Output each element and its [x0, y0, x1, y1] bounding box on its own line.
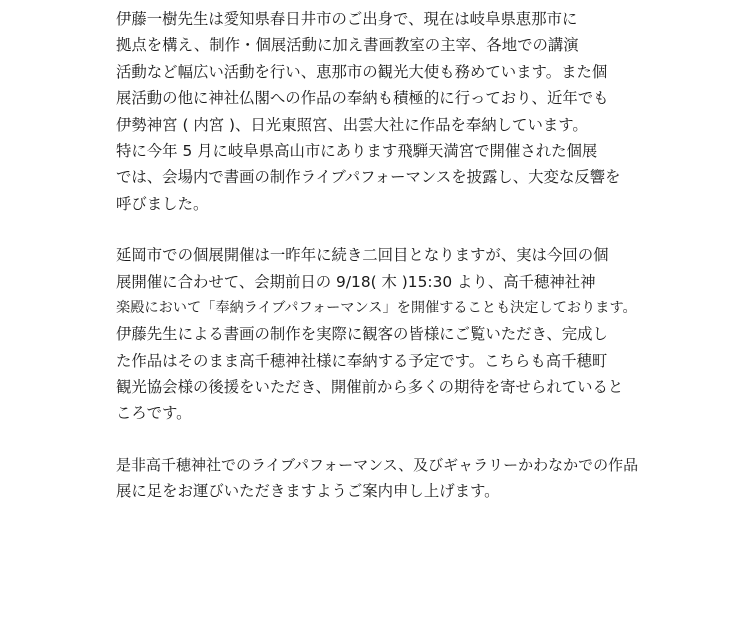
text-line: 呼びました。	[116, 194, 209, 213]
text-line: ころです。	[116, 404, 192, 423]
text-line: た作品はそのまま高千穂神社様に奉納する予定です。こちらも高千穂町	[116, 351, 608, 370]
text-line: では、会場内で書画の制作ライブパフォーマンスを披露し、大変な反響を	[116, 168, 621, 187]
paragraph-artist-profile	[116, 6, 640, 217]
paragraph-exhibition-event	[116, 242, 640, 427]
text-line: 伊藤先生による書画の制作を実際に観客の皆様にご覧いただき、完成し	[116, 325, 608, 344]
text-line: 伊勢神宮 ( 内宮 )、日光東照宮、出雲大社に作品を奉納しています。	[116, 115, 588, 134]
text-line: 特に今年 5 月に岐阜県高山市にあります飛騨天満宮で開催された個展	[116, 141, 598, 160]
paragraph-gap	[116, 217, 640, 242]
paragraph-gap	[116, 427, 640, 452]
text-line: 拠点を構え、制作・個展活動に加え書画教室の主宰、各地での講演	[116, 36, 579, 55]
text-line: 楽殿において「奉納ライブパフォーマンス」を開催することも決定しております。	[116, 299, 637, 316]
text-line: 活動など幅広い活動を行い、恵那市の観光大使も務めています。また個	[116, 62, 608, 81]
text-line: 是非高千穂神社でのライブパフォーマンス、及びギャラリーかわなかでの作品	[116, 455, 639, 474]
text-line: 延岡市での個展開催は一昨年に続き二回目となりますが、実は今回の個	[116, 246, 609, 265]
text-line: 伊藤一樹先生は愛知県春日井市のご出身で、現在は岐阜県恵那市に	[116, 10, 578, 28]
text-line: 展開催に合わせて、会期前日の 9/18( 木 )15:30 より、高千穂神社神	[116, 272, 596, 291]
paragraph-invitation	[116, 452, 640, 505]
text-line: 観光協会様の後援をいただき、開催前から多くの期待を寄せられていると	[116, 378, 624, 397]
text-line: 展に足をお運びいただきますようご案内申し上げます。	[116, 482, 500, 501]
text-line: 展活動の他に神社仏閣への作品の奉納も積極的に行っており、近年でも	[116, 89, 609, 108]
article-body	[116, 6, 640, 505]
